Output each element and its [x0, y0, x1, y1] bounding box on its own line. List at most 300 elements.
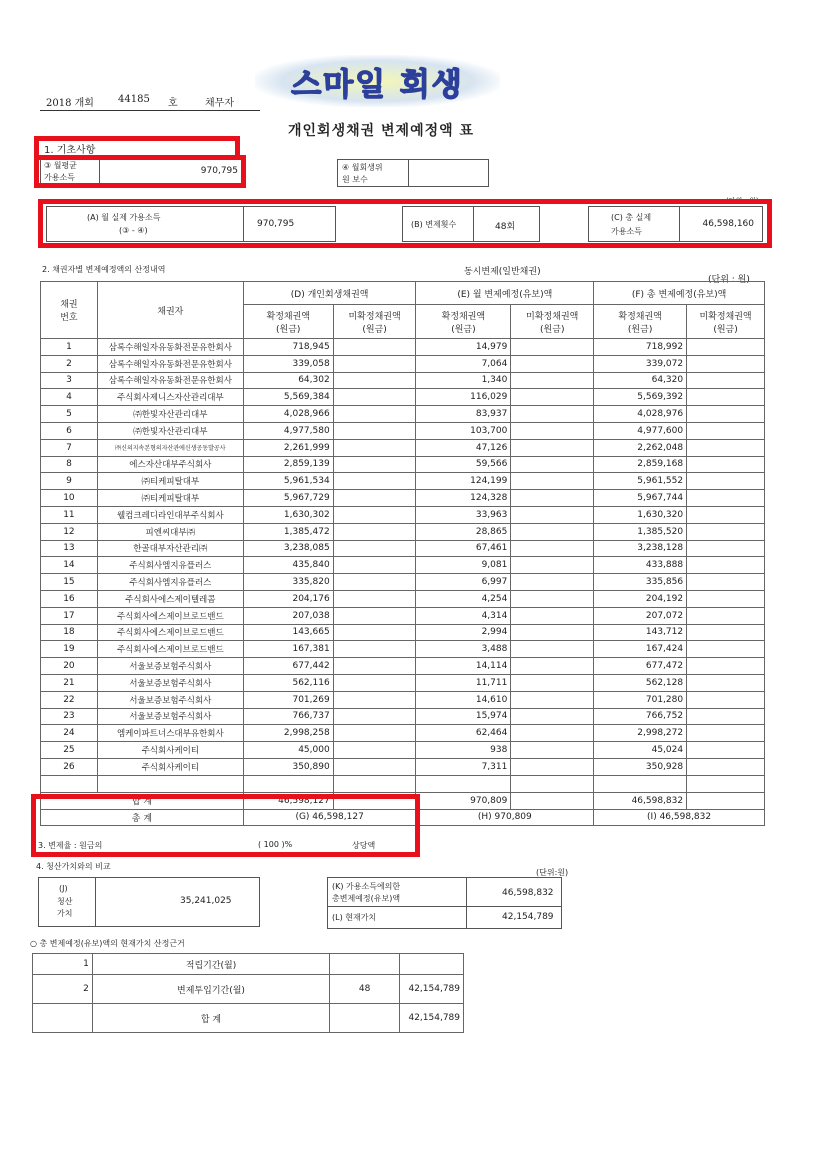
row-f-unconfirmed: [687, 674, 765, 691]
row-d-unconfirmed: [333, 339, 416, 356]
monthly-income-value: 970,795: [200, 166, 238, 176]
subtotal-f: 46,598,832: [594, 792, 687, 809]
row-no: 12: [41, 523, 98, 540]
row-creditor: 웰컴크레디라인대부주식회사: [97, 506, 243, 523]
b-value: 48회: [495, 222, 516, 232]
table-row: [41, 355, 765, 372]
row-no: 24: [41, 725, 98, 742]
row-no: 10: [41, 490, 98, 507]
table-row: [41, 557, 765, 574]
row-f-confirmed: 1,385,520: [594, 523, 687, 540]
row-no: 4: [41, 389, 98, 406]
row-d-confirmed: 3,238,085: [243, 540, 333, 557]
row-e-confirmed: 62,464: [416, 725, 511, 742]
section2-unit: (단위 : 원): [708, 275, 750, 285]
table-row: [41, 523, 765, 540]
row-f-confirmed: 204,192: [594, 590, 687, 607]
col-e-header: (E) 월 변제예정(유보)액: [416, 282, 594, 305]
row-e-unconfirmed: [511, 355, 594, 372]
row-creditor: 삼록수해일자유동화전문유한회사: [97, 355, 243, 372]
row-d-confirmed: 701,269: [243, 691, 333, 708]
pv-row1-months: [330, 954, 400, 975]
section1-heading: 1. 기초사항: [44, 145, 96, 156]
section2-sub-note: 동시변제(일반채권): [464, 267, 541, 277]
row-e-unconfirmed: [511, 590, 594, 607]
row-e-unconfirmed: [511, 624, 594, 641]
row-d-confirmed: 2,261,999: [243, 439, 333, 456]
row-no: 20: [41, 658, 98, 675]
smile-rehab-logo: 스마일 회생: [255, 55, 500, 107]
row-no: 13: [41, 540, 98, 557]
j-value: 35,241,025: [180, 896, 232, 906]
row-no: 6: [41, 422, 98, 439]
row-e-confirmed: 83,937: [416, 406, 511, 423]
row-d-unconfirmed: [333, 406, 416, 423]
row-f-unconfirmed: [687, 406, 765, 423]
row-no: 3: [41, 372, 98, 389]
row-d-confirmed: 339,058: [243, 355, 333, 372]
row-e-unconfirmed: [511, 490, 594, 507]
total-i: (I) 46,598,832: [594, 809, 765, 826]
row-no: 9: [41, 473, 98, 490]
pv-row2-no: 2: [33, 975, 93, 1004]
subtotal-row: [41, 792, 765, 809]
row-d-unconfirmed: [333, 506, 416, 523]
row-d-unconfirmed: [333, 456, 416, 473]
table-row: [41, 641, 765, 658]
row-e-confirmed: 33,963: [416, 506, 511, 523]
row-f-unconfirmed: [687, 641, 765, 658]
table-row: [41, 607, 765, 624]
l-value: 42,154,789: [502, 912, 554, 922]
row-creditor: 삼록수해일자유동화전문유한회사: [97, 339, 243, 356]
row-d-unconfirmed: [333, 658, 416, 675]
d-confirmed-header: 확정채권액 (원금): [243, 305, 333, 339]
row-e-unconfirmed: [511, 574, 594, 591]
row-e-confirmed: 59,566: [416, 456, 511, 473]
row-creditor: 주식회사에스제이텔레콤: [97, 590, 243, 607]
j-label-1: (J): [59, 884, 68, 893]
row-d-unconfirmed: [333, 574, 416, 591]
j-label-2: 청산: [57, 897, 73, 906]
row-no: 26: [41, 758, 98, 775]
trustee-fee-box: [337, 159, 489, 187]
row-e-confirmed: 9,081: [416, 557, 511, 574]
header-underline: [40, 110, 260, 111]
a-value: 970,795: [257, 219, 295, 229]
row-d-unconfirmed: [333, 355, 416, 372]
row-e-unconfirmed: [511, 473, 594, 490]
row-f-confirmed: 64,320: [594, 372, 687, 389]
row-d-confirmed: 350,890: [243, 758, 333, 775]
table-row: [41, 339, 765, 356]
monthly-income-label-2: 가용소득: [44, 173, 75, 182]
row-d-unconfirmed: [333, 473, 416, 490]
row-d-confirmed: 45,000: [243, 742, 333, 759]
unit-note: (단위 : 원): [726, 197, 759, 205]
row-f-unconfirmed: [687, 590, 765, 607]
row-f-confirmed: 5,967,744: [594, 490, 687, 507]
row-no: 21: [41, 674, 98, 691]
row-no: 16: [41, 590, 98, 607]
section5-heading: ○ 총 변제예정(유보)액의 현재가치 산정근거: [30, 939, 185, 948]
row-d-confirmed: 1,630,302: [243, 506, 333, 523]
row-e-unconfirmed: [511, 691, 594, 708]
table-row: [41, 540, 765, 557]
row-d-confirmed: 4,028,966: [243, 406, 333, 423]
row-e-confirmed: 6,997: [416, 574, 511, 591]
row-f-unconfirmed: [687, 389, 765, 406]
table-row: [41, 389, 765, 406]
row-creditor: ㈜티케피탈대부: [97, 490, 243, 507]
b-label: (B) 변제횟수: [411, 220, 457, 229]
table-row: [41, 674, 765, 691]
row-e-unconfirmed: [511, 389, 594, 406]
row-f-confirmed: 2,859,168: [594, 456, 687, 473]
row-e-unconfirmed: [511, 523, 594, 540]
monthly-income-label-1: ③ 월평균: [44, 161, 77, 170]
pv-row1-label: 적립기간(월): [92, 954, 329, 975]
row-d-confirmed: 4,977,580: [243, 422, 333, 439]
row-e-unconfirmed: [511, 658, 594, 675]
row-f-unconfirmed: [687, 658, 765, 675]
table-row: [41, 624, 765, 641]
row-f-unconfirmed: [687, 607, 765, 624]
row-d-confirmed: 766,737: [243, 708, 333, 725]
trustee-fee-label-1: ④ 월회생위: [342, 163, 383, 172]
row-d-unconfirmed: [333, 641, 416, 658]
row-d-confirmed: 562,116: [243, 674, 333, 691]
row-no: 25: [41, 742, 98, 759]
row-no: 19: [41, 641, 98, 658]
row-e-confirmed: 14,114: [416, 658, 511, 675]
row-creditor: 에스자산대부주식회사: [97, 456, 243, 473]
row-no: 23: [41, 708, 98, 725]
row-f-unconfirmed: [687, 473, 765, 490]
present-value-table: [32, 953, 464, 1033]
row-f-confirmed: 335,856: [594, 574, 687, 591]
row-f-confirmed: 4,028,976: [594, 406, 687, 423]
j-label-3: 가치: [57, 909, 73, 918]
row-d-confirmed: 718,945: [243, 339, 333, 356]
row-e-unconfirmed: [511, 339, 594, 356]
row-e-confirmed: 15,974: [416, 708, 511, 725]
row-d-confirmed: 64,302: [243, 372, 333, 389]
row-f-unconfirmed: [687, 624, 765, 641]
monthly-income-box: [40, 157, 243, 185]
row-e-confirmed: 67,461: [416, 540, 511, 557]
row-d-confirmed: 5,961,534: [243, 473, 333, 490]
row-f-confirmed: 5,569,392: [594, 389, 687, 406]
table-row: [41, 490, 765, 507]
table-row: [41, 574, 765, 591]
kl-box: [327, 877, 562, 929]
row-f-unconfirmed: [687, 490, 765, 507]
row-e-confirmed: 28,865: [416, 523, 511, 540]
table-row: [41, 473, 765, 490]
creditor-table: [40, 281, 765, 826]
row-no: 22: [41, 691, 98, 708]
row-creditor: 주식회사에스제이브로드밴드: [97, 624, 243, 641]
row-e-unconfirmed: [511, 708, 594, 725]
total-g: (G) 46,598,127: [243, 809, 416, 826]
section3-label: 3. 변제율 : 원금의: [38, 841, 103, 850]
row-e-confirmed: 1,340: [416, 372, 511, 389]
row-d-unconfirmed: [333, 758, 416, 775]
total-h: (H) 970,809: [416, 809, 594, 826]
row-d-confirmed: 143,665: [243, 624, 333, 641]
row-d-confirmed: 207,038: [243, 607, 333, 624]
row-creditor: 엠케이파트너스대부유한회사: [97, 725, 243, 742]
row-f-confirmed: 207,072: [594, 607, 687, 624]
row-f-confirmed: 701,280: [594, 691, 687, 708]
row-f-confirmed: 766,752: [594, 708, 687, 725]
row-creditor: 주식회사에스제이브로드밴드: [97, 607, 243, 624]
row-f-unconfirmed: [687, 523, 765, 540]
row-d-confirmed: 2,859,139: [243, 456, 333, 473]
table-row: [41, 372, 765, 389]
row-f-unconfirmed: [687, 557, 765, 574]
row-no: 18: [41, 624, 98, 641]
row-f-confirmed: 562,128: [594, 674, 687, 691]
row-d-unconfirmed: [333, 389, 416, 406]
case-year: 2018 개회: [46, 98, 94, 109]
table-row: [41, 725, 765, 742]
table-row: [41, 590, 765, 607]
row-e-confirmed: 7,064: [416, 355, 511, 372]
row-e-unconfirmed: [511, 439, 594, 456]
pv-row2-label: 변제투입기간(월): [92, 975, 329, 1004]
row-creditor: 피엔씨대부㈜: [97, 523, 243, 540]
row-e-unconfirmed: [511, 406, 594, 423]
row-d-unconfirmed: [333, 624, 416, 641]
total-row: [41, 809, 765, 826]
section3-value: ( 100 )%: [258, 840, 293, 849]
row-d-unconfirmed: [333, 523, 416, 540]
row-e-confirmed: 103,700: [416, 422, 511, 439]
row-e-confirmed: 14,979: [416, 339, 511, 356]
row-creditor: 주식회사케이티: [97, 758, 243, 775]
row-e-unconfirmed: [511, 641, 594, 658]
row-d-confirmed: 335,820: [243, 574, 333, 591]
trustee-fee-label-2: 원 보수: [342, 175, 368, 184]
pv-total-value: 42,154,789: [399, 1004, 463, 1033]
col-creditor-header: 채권자: [97, 282, 243, 339]
row-f-unconfirmed: [687, 708, 765, 725]
pv-row2-months: 48: [330, 975, 400, 1004]
k-label-1: (K) 가용소득에의한: [332, 882, 401, 891]
col-no-header: 채권 번호: [41, 282, 98, 339]
row-e-unconfirmed: [511, 607, 594, 624]
c-label-1: (C) 총 실제: [611, 213, 652, 222]
row-e-unconfirmed: [511, 540, 594, 557]
row-creditor: ㈜한빛자산관리대부: [97, 422, 243, 439]
c-value: 46,598,160: [702, 219, 754, 229]
col-f-header: (F) 총 변제예정(유보)액: [594, 282, 765, 305]
row-e-confirmed: 2,994: [416, 624, 511, 641]
row-f-unconfirmed: [687, 439, 765, 456]
row-f-unconfirmed: [687, 574, 765, 591]
row-no: 1: [41, 339, 98, 356]
k-value: 46,598,832: [502, 888, 554, 898]
row-e-confirmed: 14,610: [416, 691, 511, 708]
row-d-unconfirmed: [333, 422, 416, 439]
a-label-1: (A) 월 실제 가용소득: [87, 213, 161, 222]
row-d-unconfirmed: [333, 708, 416, 725]
case-suffix: 호: [168, 98, 178, 109]
party-label: 채무자: [205, 98, 234, 109]
row-f-unconfirmed: [687, 372, 765, 389]
row-d-confirmed: 5,967,729: [243, 490, 333, 507]
row-creditor: 주식회사에스제이브로드밴드: [97, 641, 243, 658]
col-d-header: (D) 개인회생채권액: [243, 282, 416, 305]
row-f-unconfirmed: [687, 691, 765, 708]
row-e-confirmed: 7,311: [416, 758, 511, 775]
row-f-confirmed: 5,961,552: [594, 473, 687, 490]
row-f-confirmed: 167,424: [594, 641, 687, 658]
row-d-unconfirmed: [333, 691, 416, 708]
row-d-unconfirmed: [333, 372, 416, 389]
row-no: 14: [41, 557, 98, 574]
row-e-unconfirmed: [511, 506, 594, 523]
row-f-confirmed: 143,712: [594, 624, 687, 641]
row-f-unconfirmed: [687, 339, 765, 356]
row-d-unconfirmed: [333, 725, 416, 742]
row-creditor: 서울보증보험주식회사: [97, 674, 243, 691]
row-f-unconfirmed: [687, 355, 765, 372]
row-creditor: ㈜티케피탈대부: [97, 473, 243, 490]
row-no: 11: [41, 506, 98, 523]
row-creditor: 서울보증보험주식회사: [97, 691, 243, 708]
row-no: 7: [41, 439, 98, 456]
row-e-unconfirmed: [511, 372, 594, 389]
row-f-confirmed: 350,928: [594, 758, 687, 775]
a-box: [46, 206, 336, 242]
row-d-unconfirmed: [333, 590, 416, 607]
subtotal-label: 합 계: [41, 792, 244, 809]
row-e-confirmed: 116,029: [416, 389, 511, 406]
row-d-unconfirmed: [333, 439, 416, 456]
table-row: [41, 742, 765, 759]
row-e-confirmed: 124,328: [416, 490, 511, 507]
table-row: [41, 439, 765, 456]
case-number: 44185: [118, 94, 150, 105]
row-f-confirmed: 4,977,600: [594, 422, 687, 439]
row-creditor: 주식회사제니스자산관리대부: [97, 389, 243, 406]
row-d-unconfirmed: [333, 607, 416, 624]
c-label-2: 가용소득: [611, 227, 642, 236]
subtotal-d: 46,598,127: [243, 792, 333, 809]
row-creditor: 서울보증보험주식회사: [97, 708, 243, 725]
page-title: 개인회생채권 변제예정액 표: [288, 123, 475, 139]
row-d-confirmed: 167,381: [243, 641, 333, 658]
section4-unit: (단위:원): [536, 868, 569, 877]
table-row: [41, 691, 765, 708]
e-confirmed-header: 확정채권액 (원금): [416, 305, 511, 339]
row-e-unconfirmed: [511, 422, 594, 439]
d-unconfirmed-header: 미확정채권액 (원금): [333, 305, 416, 339]
b-box: [402, 206, 540, 242]
row-creditor: 주식회사엠지유플러스: [97, 574, 243, 591]
row-e-confirmed: 4,254: [416, 590, 511, 607]
row-d-confirmed: 435,840: [243, 557, 333, 574]
row-d-unconfirmed: [333, 540, 416, 557]
row-e-confirmed: 4,314: [416, 607, 511, 624]
row-creditor: 주식회사엠지유플러스: [97, 557, 243, 574]
row-e-unconfirmed: [511, 674, 594, 691]
section2-heading: 2. 채권자별 변제예정액의 산정내역: [42, 265, 166, 274]
row-f-confirmed: 45,024: [594, 742, 687, 759]
total-label: 총 계: [41, 809, 244, 826]
row-d-unconfirmed: [333, 674, 416, 691]
pv-row1-no: 1: [33, 954, 93, 975]
row-f-unconfirmed: [687, 758, 765, 775]
row-f-confirmed: 1,630,320: [594, 506, 687, 523]
table-row: [41, 708, 765, 725]
table-row: [41, 658, 765, 675]
row-no: 17: [41, 607, 98, 624]
row-d-unconfirmed: [333, 742, 416, 759]
row-e-unconfirmed: [511, 758, 594, 775]
k-label-2: 총변제예정(유보)액: [332, 894, 401, 903]
l-label: (L) 현재가치: [332, 913, 377, 922]
row-f-confirmed: 3,238,128: [594, 540, 687, 557]
table-row: [41, 406, 765, 423]
row-e-confirmed: 47,126: [416, 439, 511, 456]
row-e-unconfirmed: [511, 557, 594, 574]
row-creditor: 한골대부자산관리㈜: [97, 540, 243, 557]
pv-row2-value: 42,154,789: [399, 975, 463, 1004]
f-confirmed-header: 확정채권액 (원금): [594, 305, 687, 339]
row-e-unconfirmed: [511, 725, 594, 742]
c-box: [588, 206, 763, 242]
row-d-unconfirmed: [333, 490, 416, 507]
j-box: [38, 877, 260, 927]
table-row: [41, 456, 765, 473]
row-f-unconfirmed: [687, 725, 765, 742]
row-f-unconfirmed: [687, 540, 765, 557]
row-e-confirmed: 938: [416, 742, 511, 759]
row-f-unconfirmed: [687, 742, 765, 759]
subtotal-e: 970,809: [416, 792, 511, 809]
row-creditor: ㈜한빛자산관리대부: [97, 406, 243, 423]
row-f-confirmed: 2,262,048: [594, 439, 687, 456]
row-d-confirmed: 2,998,258: [243, 725, 333, 742]
row-creditor: 서울보증보험주식회사: [97, 658, 243, 675]
row-f-confirmed: 433,888: [594, 557, 687, 574]
row-e-confirmed: 124,199: [416, 473, 511, 490]
row-e-unconfirmed: [511, 742, 594, 759]
row-d-confirmed: 5,569,384: [243, 389, 333, 406]
row-f-confirmed: 718,992: [594, 339, 687, 356]
row-creditor: ㈜신의지속본형의자산관에신생공동발공사: [97, 439, 243, 456]
row-f-unconfirmed: [687, 506, 765, 523]
section4-heading: 4. 청산가치와의 비교: [36, 862, 111, 871]
row-d-unconfirmed: [333, 557, 416, 574]
row-no: 2: [41, 355, 98, 372]
row-f-confirmed: 339,072: [594, 355, 687, 372]
row-no: 8: [41, 456, 98, 473]
row-f-unconfirmed: [687, 422, 765, 439]
pv-total-label: 합 계: [92, 1004, 329, 1033]
row-creditor: 주식회사케이티: [97, 742, 243, 759]
row-f-confirmed: 2,998,272: [594, 725, 687, 742]
row-d-confirmed: 204,176: [243, 590, 333, 607]
row-no: 5: [41, 406, 98, 423]
a-label-2: (③ - ④): [119, 226, 148, 235]
row-creditor: 삼록수해일자유동화전문유한회사: [97, 372, 243, 389]
table-row: [41, 422, 765, 439]
